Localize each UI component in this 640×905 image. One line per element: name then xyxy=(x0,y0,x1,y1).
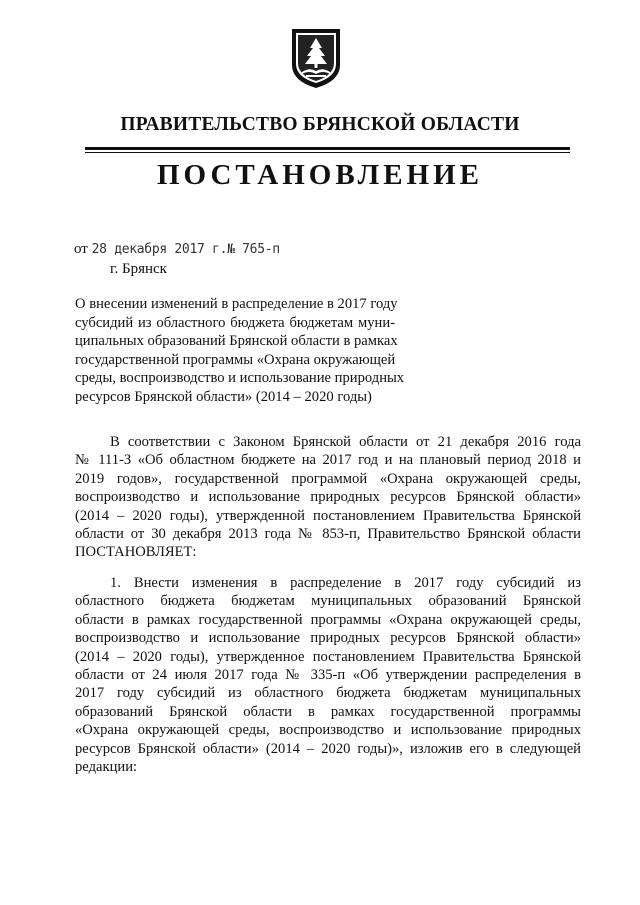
paragraph-line: «Охрана окружающей среды, воспроизводство и использование природных xyxy=(75,722,581,739)
paragraph-line: (2014 – 2020 годы), утвержденной постановлением Правительства Брянской xyxy=(75,507,581,524)
paragraph-line: В соответствии с Законом Брянской области от 21 декабря 2016 года xyxy=(110,434,581,450)
paragraph-line: области в рамках государственной программы «Охрана окружающей среды, xyxy=(75,611,581,628)
paragraph-line: 2017 году субсидий из областного бюджета бюджетам муниципальных xyxy=(75,685,581,702)
document-type-title: ПОСТАНОВЛЕНИЕ xyxy=(156,159,483,191)
subject-line: ресурсов Брянской области» (2014 – 2020 годы) xyxy=(75,388,372,405)
clause-1-paragraph xyxy=(75,574,581,776)
paragraph-line: (2014 – 2020 годы), утвержденное постановлением Правительства Брянской xyxy=(75,648,581,665)
subject-line: среды, воспроизводство и использование природных xyxy=(75,370,405,387)
header-rule-thick xyxy=(85,147,570,150)
header-rule-thin xyxy=(85,152,570,153)
paragraph-line: области от 30 декабря 2013 года № 853-п, Правительство Брянской области xyxy=(75,526,581,543)
city-label: г. Брянск xyxy=(110,261,167,277)
paragraph-line: редакции: xyxy=(75,759,138,776)
date-line xyxy=(74,241,280,258)
resolution-subject xyxy=(75,295,405,407)
paragraph-line: 1. Внести изменения в распределение в 2017 году субсидий из xyxy=(110,575,581,591)
date-number-stamp: 28 декабря 2017 г.№ 765-п xyxy=(91,242,280,257)
subject-line: ципальных образований Брянской области в рамках xyxy=(75,333,398,350)
subject-line: О внесении изменений в распределение в 2017 году xyxy=(75,296,398,312)
paragraph-line: областного бюджета бюджетам муниципальных образований Брянской xyxy=(75,593,581,610)
paragraph-line: ПОСТАНОВЛЯЕТ: xyxy=(75,544,197,561)
preamble-paragraph xyxy=(75,433,581,562)
paragraph-line: образований Брянской области в рамках государственной программы xyxy=(75,703,581,720)
paragraph-line: ресурсов Брянской области» (2014 – 2020 годы)», изложив его в следующей xyxy=(75,740,581,757)
coat-of-arms-emblem xyxy=(289,27,343,90)
paragraph-line: области от 24 июля 2017 года № 335-п «Об утверждении распределения в xyxy=(75,667,581,684)
government-title: ПРАВИТЕЛЬСТВО БРЯНСКОЙ ОБЛАСТИ xyxy=(120,114,520,135)
subject-line: субсидий из областного бюджета бюджетам муни- xyxy=(75,314,395,331)
paragraph-line: № 111-З «Об областном бюджете на 2017 год и на плановый период 2018 и xyxy=(75,452,581,469)
paragraph-line: 2019 годов», государственной программой «Охрана окружающей среды, xyxy=(75,470,581,487)
date-prefix: от xyxy=(74,241,88,257)
paragraph-line: воспроизводство и использование природных ресурсов Брянской области» xyxy=(75,630,581,647)
paragraph-line: воспроизводство и использование природных ресурсов Брянской области» xyxy=(75,489,581,506)
subject-line: государственной программы «Охрана окружающей xyxy=(75,351,396,368)
